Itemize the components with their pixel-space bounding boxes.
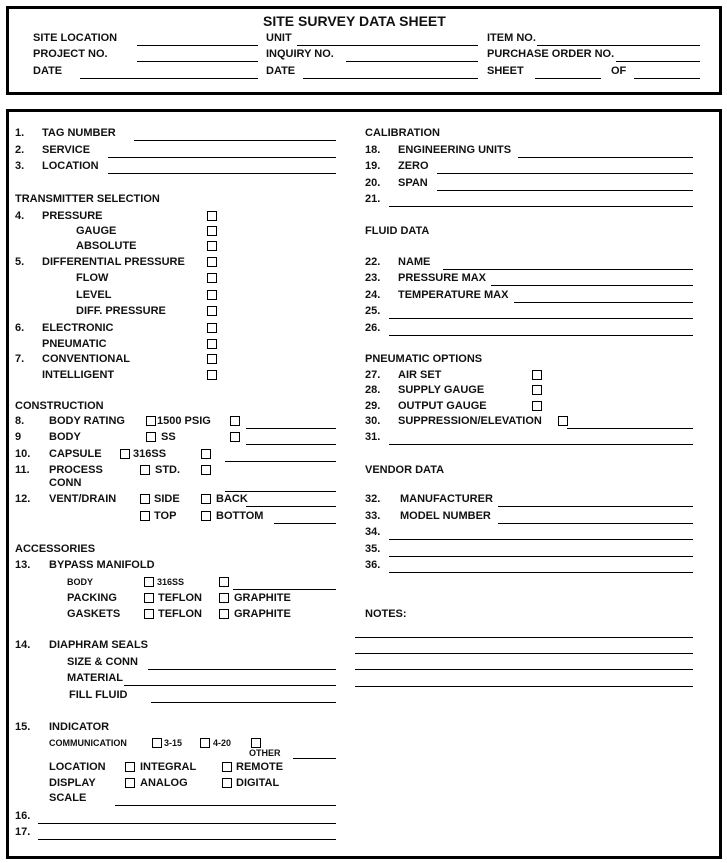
engineering-units-field[interactable] — [518, 157, 693, 158]
conventional-checkbox[interactable] — [207, 354, 217, 364]
analog-label: ANALOG — [140, 777, 188, 789]
suppression-elevation-field[interactable] — [567, 428, 693, 429]
manifold-body-other-checkbox[interactable] — [219, 577, 229, 587]
capsule-other-field[interactable] — [225, 461, 336, 462]
supply-gauge-checkbox[interactable] — [532, 385, 542, 395]
back-field[interactable] — [246, 506, 336, 507]
span-label: SPAN — [398, 177, 428, 189]
bypass-manifold-label: BYPASS MANIFOLD — [49, 559, 155, 571]
temperature-max-field[interactable] — [514, 302, 693, 303]
line-25-field[interactable] — [389, 318, 693, 319]
top-checkbox[interactable] — [140, 511, 150, 521]
diaphram-seals-label: DIAPHRAM SEALS — [49, 639, 149, 651]
manifold-body-label: BODY — [67, 577, 94, 587]
service-field[interactable] — [108, 157, 336, 158]
integral-checkbox[interactable] — [125, 762, 135, 772]
zero-field[interactable] — [437, 173, 693, 174]
gauge-label: GAUGE — [76, 225, 117, 237]
sheet-field[interactable] — [535, 78, 601, 79]
display-label: DISPLAY — [49, 777, 96, 789]
item-number: 12. — [15, 493, 31, 505]
psig-1500-checkbox[interactable] — [146, 416, 156, 426]
material-label: MATERIAL — [67, 672, 124, 684]
back-checkbox[interactable] — [201, 494, 211, 504]
supply-gauge-label: SUPPLY GAUGE — [398, 384, 485, 396]
item-no-field[interactable] — [537, 45, 700, 46]
gaskets-graphite-checkbox[interactable] — [219, 609, 229, 619]
model-number-label: MODEL NUMBER — [400, 510, 491, 522]
item-number: 36. — [365, 559, 381, 571]
scale-field[interactable] — [115, 805, 336, 806]
temperature-max-label: TEMPERATURE MAX — [398, 289, 509, 301]
project-no-label: PROJECT NO. — [33, 48, 108, 60]
item-number: 20. — [365, 177, 381, 189]
conventional-label: CONVENTIONAL — [42, 353, 130, 365]
inquiry-no-label: INQUIRY NO. — [266, 48, 334, 60]
level-label: LEVEL — [76, 289, 112, 301]
item-number: 8. — [15, 415, 25, 427]
pressure-max-label: PRESSURE MAX — [398, 272, 487, 284]
line-17-field[interactable] — [38, 839, 336, 840]
comm-4-20-label: 4-20 — [213, 738, 232, 748]
body-label: BODY — [49, 431, 81, 443]
item-number: 29. — [365, 400, 381, 412]
output-gauge-checkbox[interactable] — [532, 401, 542, 411]
line-34-field[interactable] — [389, 539, 693, 540]
item-number: 31. — [365, 431, 381, 443]
material-field[interactable] — [124, 685, 336, 686]
item-number: 11. — [15, 464, 30, 476]
pressure-max-field[interactable] — [491, 285, 693, 286]
body-rating-other-checkbox[interactable] — [230, 416, 240, 426]
air-set-checkbox[interactable] — [532, 370, 542, 380]
indicator-location-label: LOCATION — [49, 761, 106, 773]
gaskets-teflon-checkbox[interactable] — [144, 609, 154, 619]
intelligent-checkbox[interactable] — [207, 370, 217, 380]
back-label: BACK — [216, 493, 248, 505]
size-conn-label: SIZE & CONN — [67, 656, 138, 668]
differential-pressure-checkbox[interactable] — [207, 257, 217, 267]
pneumatic-options-heading: PNEUMATIC OPTIONS — [365, 353, 483, 365]
item-number: 10. — [15, 448, 31, 460]
pneumatic-checkbox[interactable] — [207, 339, 217, 349]
notes-heading: NOTES: — [365, 608, 407, 620]
sheet-label: SHEET — [487, 65, 524, 77]
item-number: 21. — [365, 193, 381, 205]
comm-other-field[interactable] — [293, 758, 336, 759]
process-other-checkbox[interactable] — [201, 465, 211, 475]
item-number: 15. — [15, 721, 31, 733]
date-label: DATE — [33, 65, 63, 77]
item-number: 3. — [15, 160, 25, 172]
diff-pressure-checkbox[interactable] — [207, 306, 217, 316]
notes-line[interactable] — [355, 637, 693, 638]
item-number: 7. — [15, 353, 25, 365]
flow-checkbox[interactable] — [207, 273, 217, 283]
side-checkbox[interactable] — [140, 494, 150, 504]
site-location-label: SITE LOCATION — [33, 32, 118, 44]
bottom-checkbox[interactable] — [201, 511, 211, 521]
fill-fluid-label: FILL FLUID — [69, 689, 128, 701]
tag-number-field[interactable] — [134, 140, 336, 141]
packing-label: PACKING — [67, 592, 117, 604]
span-field[interactable] — [437, 190, 693, 191]
line-31-field[interactable] — [389, 444, 693, 445]
date-field[interactable] — [80, 78, 258, 79]
comm-3-15-label: 3-15 — [164, 738, 183, 748]
level-checkbox[interactable] — [207, 290, 217, 300]
model-number-field[interactable] — [498, 523, 693, 524]
item-number: 26. — [365, 322, 381, 334]
name-field[interactable] — [443, 269, 693, 270]
item-no-label: ITEM NO. — [487, 32, 536, 44]
digital-label: DIGITAL — [236, 777, 280, 789]
air-set-label: AIR SET — [398, 369, 442, 381]
body-rating-label: BODY RATING — [49, 415, 125, 427]
project-no-field[interactable] — [137, 61, 258, 62]
fill-fluid-field[interactable] — [151, 702, 336, 703]
of-label: OF — [611, 65, 627, 77]
item-number: 24. — [365, 289, 381, 301]
date2-label: DATE — [266, 65, 296, 77]
manifold-316ss-checkbox[interactable] — [144, 577, 154, 587]
gauge-checkbox[interactable] — [207, 226, 217, 236]
item-number: 17. — [15, 826, 31, 838]
packing-graphite-checkbox[interactable] — [219, 593, 229, 603]
gaskets-label: GASKETS — [67, 608, 121, 620]
process-label: PROCESS — [49, 464, 103, 476]
gaskets-teflon-label: TEFLON — [158, 608, 202, 620]
item-number: 16. — [15, 810, 31, 822]
item-number: 23. — [365, 272, 381, 284]
manufacturer-label: MANUFACTURER — [400, 493, 493, 505]
location-label: LOCATION — [42, 160, 99, 172]
body-other-checkbox[interactable] — [230, 432, 240, 442]
item-number: 34. — [365, 526, 381, 538]
item-number: 25. — [365, 305, 381, 317]
manifold-body-other-field[interactable] — [233, 589, 336, 590]
accessories-heading: ACCESSORIES — [15, 543, 96, 555]
item-number: 19. — [365, 160, 381, 172]
absolute-label: ABSOLUTE — [76, 240, 137, 252]
indicator-label: INDICATOR — [49, 721, 110, 733]
std-checkbox[interactable] — [140, 465, 150, 475]
notes-line[interactable] — [355, 686, 693, 687]
line-36-field[interactable] — [389, 572, 693, 573]
capsule-other-checkbox[interactable] — [201, 449, 211, 459]
std-label: STD. — [155, 464, 181, 476]
capsule-316ss-checkbox[interactable] — [120, 449, 130, 459]
item-number: 27. — [365, 369, 381, 381]
conn-label: CONN — [49, 477, 82, 489]
unit-field[interactable] — [297, 45, 478, 46]
form-title: SITE SURVEY DATA SHEET — [263, 13, 446, 29]
item-number: 5. — [15, 256, 25, 268]
comm-4-20-checkbox[interactable] — [200, 738, 210, 748]
purchase-order-label: PURCHASE ORDER NO. — [487, 48, 615, 60]
item-number: 35. — [365, 543, 381, 555]
packing-teflon-label: TEFLON — [158, 592, 202, 604]
process-other-field[interactable] — [225, 491, 336, 492]
construction-heading: CONSTRUCTION — [15, 400, 104, 412]
remote-checkbox[interactable] — [222, 762, 232, 772]
bottom-field[interactable] — [274, 523, 336, 524]
manufacturer-field[interactable] — [498, 506, 693, 507]
absolute-checkbox[interactable] — [207, 241, 217, 251]
size-conn-field[interactable] — [148, 669, 336, 670]
digital-checkbox[interactable] — [222, 778, 232, 788]
comm-3-15-checkbox[interactable] — [152, 738, 162, 748]
fluid-data-heading: FLUID DATA — [365, 225, 430, 237]
scale-label: SCALE — [49, 792, 87, 804]
top-label: TOP — [154, 510, 177, 522]
analog-checkbox[interactable] — [125, 778, 135, 788]
inquiry-no-field[interactable] — [346, 61, 478, 62]
line-35-field[interactable] — [389, 556, 693, 557]
side-label: SIDE — [154, 493, 180, 505]
ss-label: SS — [161, 431, 176, 443]
line-16-field[interactable] — [38, 823, 336, 824]
item-number: 33. — [365, 510, 381, 522]
remote-label: REMOTE — [236, 761, 284, 773]
pressure-label: PRESSURE — [42, 210, 103, 222]
item-number: 28. — [365, 384, 381, 396]
ss-checkbox[interactable] — [146, 432, 156, 442]
name-label: NAME — [398, 256, 431, 268]
intelligent-label: INTELLIGENT — [42, 369, 115, 381]
item-number: 2. — [15, 144, 25, 156]
item-number: 18. — [365, 144, 381, 156]
calibration-heading: CALIBRATION — [365, 127, 440, 139]
engineering-units-label: ENGINEERING UNITS — [398, 144, 512, 156]
site-location-field[interactable] — [137, 45, 258, 46]
packing-graphite-label: GRAPHITE — [234, 592, 291, 604]
suppression-elevation-label: SUPPRESSION/ELEVATION — [398, 415, 542, 427]
gaskets-graphite-label: GRAPHITE — [234, 608, 291, 620]
transmitter-selection-heading: TRANSMITTER SELECTION — [15, 193, 160, 205]
item-number: 6. — [15, 322, 25, 334]
item-number: 1. — [15, 127, 25, 139]
differential-pressure-label: DIFFERENTIAL PRESSURE — [42, 256, 185, 268]
integral-label: INTEGRAL — [140, 761, 197, 773]
electronic-label: ELECTRONIC — [42, 322, 114, 334]
pneumatic-label: PNEUMATIC — [42, 338, 107, 350]
date2-field[interactable] — [303, 78, 478, 79]
zero-label: ZERO — [398, 160, 429, 172]
manifold-316ss-label: 316SS — [157, 577, 185, 587]
flow-label: FLOW — [76, 272, 109, 284]
communication-label: COMMUNICATION — [49, 738, 127, 748]
packing-teflon-checkbox[interactable] — [144, 593, 154, 603]
notes-line[interactable] — [355, 653, 693, 654]
unit-label: UNIT — [266, 32, 292, 44]
item-number: 13. — [15, 559, 31, 571]
line-21-field[interactable] — [389, 206, 693, 207]
bottom-label: BOTTOM — [216, 510, 264, 522]
psig-1500-label: 1500 PSIG — [157, 415, 211, 427]
capsule-label: CAPSULE — [49, 448, 102, 460]
item-number: 22. — [365, 256, 381, 268]
of-field[interactable] — [634, 78, 700, 79]
diff-pressure-label: DIFF. PRESSURE — [76, 305, 166, 317]
tag-number-label: TAG NUMBER — [42, 127, 116, 139]
notes-line[interactable] — [355, 669, 693, 670]
vendor-data-heading: VENDOR DATA — [365, 464, 445, 476]
service-label: SERVICE — [42, 144, 91, 156]
item-number: 14. — [15, 639, 31, 651]
purchase-order-field[interactable] — [616, 61, 700, 62]
body-other-field[interactable] — [246, 444, 336, 445]
vent-drain-label: VENT/DRAIN — [49, 493, 117, 505]
item-number: 32. — [365, 493, 381, 505]
suppression-elevation-checkbox[interactable] — [558, 416, 568, 426]
item-number: 30. — [365, 415, 381, 427]
location-field[interactable] — [108, 173, 336, 174]
output-gauge-label: OUTPUT GAUGE — [398, 400, 487, 412]
capsule-316ss-label: 316SS — [133, 448, 167, 460]
pressure-checkbox[interactable] — [207, 211, 217, 221]
item-number: 9 — [15, 431, 22, 443]
line-26-field[interactable] — [389, 335, 693, 336]
electronic-checkbox[interactable] — [207, 323, 217, 333]
item-number: 4. — [15, 210, 25, 222]
comm-other-label: OTHER — [249, 748, 281, 758]
body-rating-other-field[interactable] — [246, 428, 336, 429]
